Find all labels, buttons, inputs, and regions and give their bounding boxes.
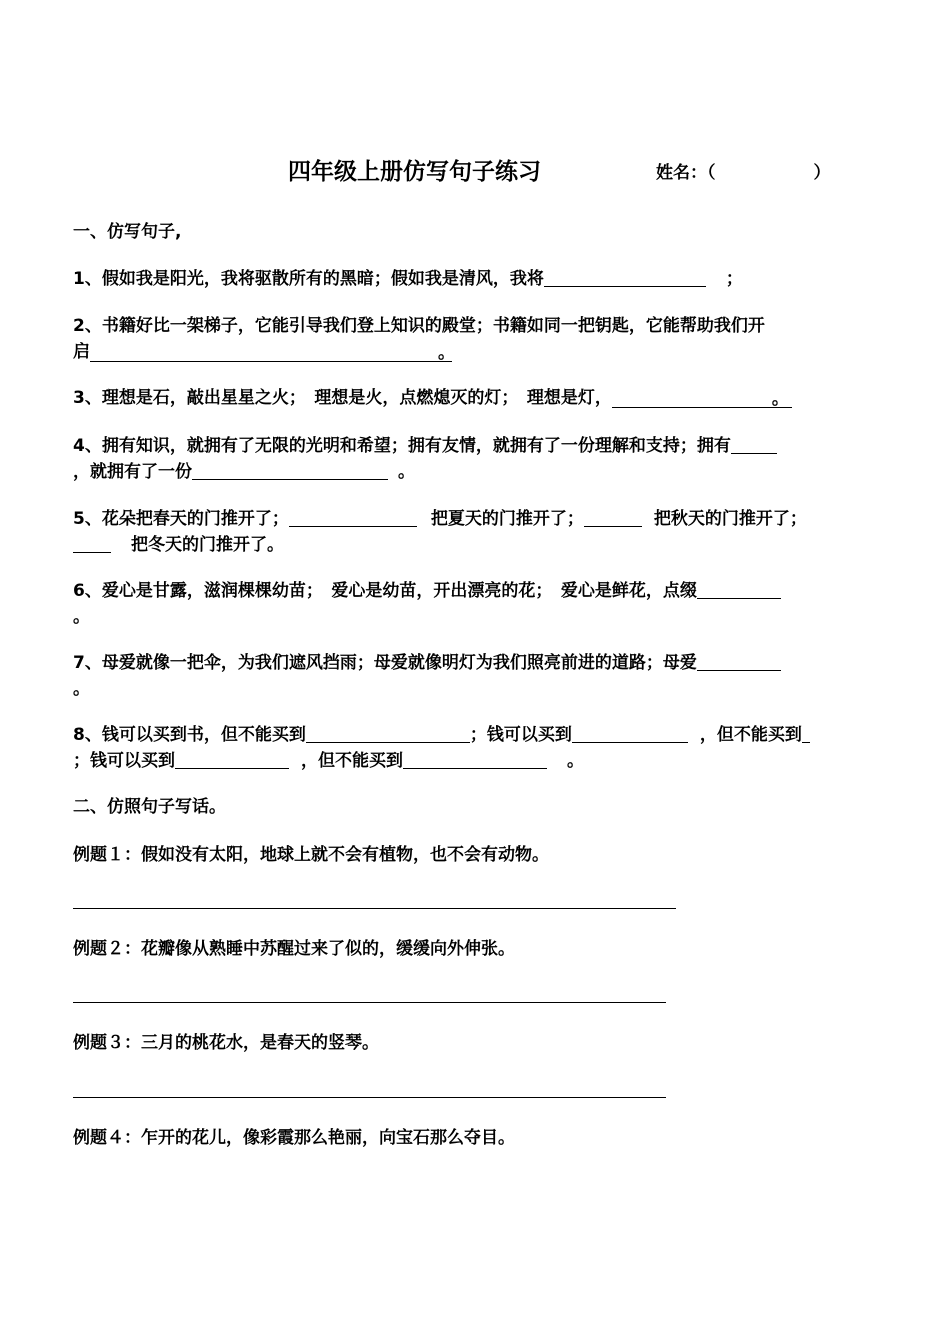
answer-blank[interactable] (731, 435, 777, 454)
answer-blank[interactable] (403, 750, 547, 769)
page-title: 四年级上册仿写句子练习 (288, 159, 541, 185)
question-4-line2: ，就拥有了一份 。 (73, 462, 415, 482)
writing-line[interactable] (73, 1002, 666, 1003)
answer-blank[interactable] (572, 724, 688, 743)
answer-blank[interactable] (802, 724, 810, 743)
question-8-line1: 8、钱可以买到书，但不能买到 ；钱可以买到 ，但不能买到 (73, 723, 810, 747)
question-6-line1: 6、爱心是甘露，滋润棵棵幼苗； 爱心是幼苗，开出漂亮的花； 爱心是鲜花，点缀 (73, 579, 781, 603)
question-7-line2: 。 (73, 679, 90, 699)
question-8-line2: ；钱可以买到 ，但不能买到 。 (73, 751, 584, 771)
example-4: 例题４：乍开的花儿，像彩霞那么艳丽，向宝石那么夺目。 (73, 1128, 515, 1148)
answer-blank[interactable] (544, 268, 706, 287)
question-5-line2: 把冬天的门推开了。 (73, 533, 284, 557)
answer-blank[interactable] (306, 724, 470, 743)
answer-blank[interactable] (73, 534, 111, 553)
question-3: 3、理想是石，敲出星星之火； 理想是火，点燃熄灭的灯； 理想是灯， 。 (73, 386, 792, 410)
question-1: 1、假如我是阳光，我将驱散所有的黑暗；假如我是清风，我将 ； (73, 269, 743, 289)
writing-line[interactable] (73, 908, 676, 909)
name-field[interactable] (656, 161, 831, 185)
name-close: ） (813, 163, 831, 183)
question-5-line1: 5、花朵把春天的门推开了； 把夏天的门推开了； 把秋天的门推开了； (73, 509, 807, 529)
answer-blank[interactable] (175, 750, 289, 769)
question-6-line2: 。 (73, 607, 90, 627)
answer-blank[interactable] (697, 652, 781, 671)
answer-blank[interactable] (697, 580, 781, 599)
answer-blank[interactable]: 。 (612, 389, 792, 408)
answer-blank[interactable] (289, 508, 417, 527)
question-4-line1: 4、拥有知识，就拥有了无限的光明和希望；拥有友情，就拥有了一份理解和支持；拥有 (73, 434, 777, 458)
example-1: 例题１：假如没有太阳，地球上就不会有植物，也不会有动物。 (73, 845, 549, 865)
writing-line[interactable] (73, 1097, 666, 1098)
section2-heading: 二、仿照句子写话。 (73, 797, 226, 817)
answer-blank[interactable]: 。 (90, 343, 452, 362)
example-3: 例题３：三月的桃花水，是春天的竖琴。 (73, 1033, 379, 1053)
question-2-line1: 2、书籍好比一架梯子，它能引导我们登上知识的殿堂；书籍如同一把钥匙，它能帮助我们开 (73, 316, 765, 336)
question-7-line1: 7、母爱就像一把伞，为我们遮风挡雨；母爱就像明灯为我们照亮前进的道路；母爱 (73, 651, 781, 675)
example-2: 例题２：花瓣像从熟睡中苏醒过来了似的，缓缓向外伸张。 (73, 939, 515, 959)
name-label: 姓名：（ (656, 163, 716, 183)
question-2-line2: 启 。 (73, 342, 455, 363)
section1-heading: 一、仿写句子, (73, 222, 182, 242)
answer-blank[interactable] (192, 461, 388, 480)
answer-blank[interactable] (584, 508, 642, 527)
